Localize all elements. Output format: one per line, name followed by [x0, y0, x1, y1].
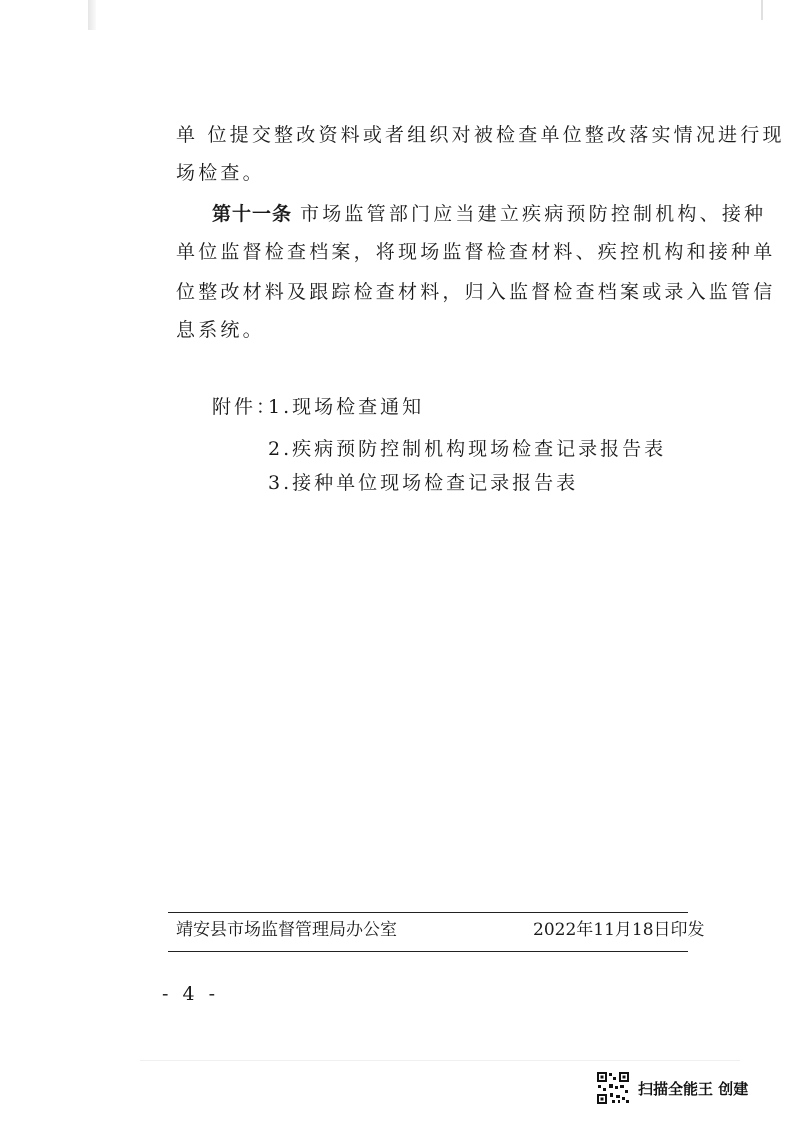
attachments-label: 附件：	[212, 396, 279, 418]
body-line-3-text: 市场监管部门应当建立疾病预防控制机构、接种	[300, 203, 767, 225]
attachment-item-1: 1.现场检查通知	[268, 396, 425, 418]
body-line-1: 单 位提交整改资料或者组织对被检查单位整改落实情况进行现	[176, 124, 785, 146]
attachment-item-2: 2.疾病预防控制机构现场检查记录报告表	[268, 438, 667, 460]
footer-rule-top	[168, 912, 688, 913]
footer-date: 2022年11月18日印发	[533, 920, 705, 940]
body-line-6: 息系统。	[176, 319, 265, 341]
page-number: - 4 -	[162, 983, 220, 1005]
watermark-text: 扫描全能王 创建	[638, 1079, 749, 1098]
scanner-watermark	[596, 1068, 748, 1108]
scan-edge-shadow	[88, 0, 96, 30]
body-line-5: 位整改材料及跟踪检查材料，归入监督检查档案或录入监管信	[176, 281, 776, 303]
body-line-4: 单位监督检查档案，将现场监督检查材料、疾控机构和接种单	[176, 241, 776, 263]
body-line-2: 场检查。	[176, 162, 265, 184]
qr-code-icon	[596, 1071, 630, 1105]
attachment-item-3: 3.接种单位现场检查记录报告表	[268, 472, 579, 494]
article-heading: 第十一条	[212, 203, 293, 225]
footer-issuer: 靖安县市场监督管理局办公室	[176, 920, 397, 940]
scan-artifact-line	[140, 1060, 740, 1061]
footer-rule-bottom	[168, 951, 688, 952]
body-line-3	[212, 205, 766, 224]
scan-edge-mark	[761, 0, 763, 20]
